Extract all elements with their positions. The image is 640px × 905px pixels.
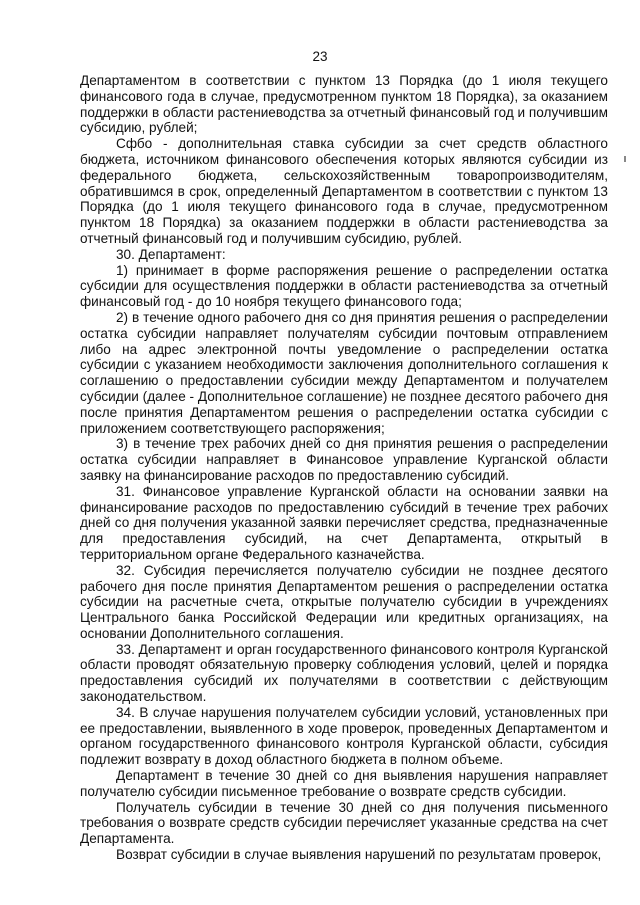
paragraph-item-31: 31. Финансовое управление Курганской области на основании заявки на финансирование расходов по предоставлению субсидий в течение трех рабочих дней со дня получения указанной заявки перечисляет средства, предназначенные для предоставления субсидий, на счет Департамента, открытый в территориальном органе Федерального казначейства. [80,483,608,562]
margin-mark [624,156,626,162]
paragraph-demand-notice: Департамент в течение 30 дней со дня выявления нарушения направляет получателю субсидии письменное требование о возврате средств субсидии. [80,768,608,799]
paragraph-return-on-violation: Возврат субсидии в случае выявления нарушений по результатам проверок, [116,847,602,863]
paragraph-item-34: 34. В случае нарушения получателем субсидии условий, установленных при ее предоставлении, выявленного в ходе проверок, проведенных Департаментом и органом государственного финансового контроля Курганской области, субсидия подлежит возврату в доход областного бюджета в полном объеме. [80,704,608,768]
page-number: 23 [312,49,328,64]
paragraph-item-33: 33. Департамент и орган государственного финансового контроля Курганской области проводят обязательную проверку соблюдения условий, целей и порядка предоставления субсидий их получателями в соответствии с действующим законодательством. [80,641,608,705]
paragraph-recipient-return: Получатель субсидии в течение 30 дней со дня получения письменного требования о возврате средств субсидии перечисляет указанные средства на счет Департамента. [80,799,608,847]
paragraph-item-30: 30. Департамент: [116,246,226,262]
paragraph-sfbo-definition: Сфбо - дополнительная ставка субсидии за счет средств областного бюджета, источником финансового обеспечения которых являются субсидии из федерального бюджета, сельскохозяйственным товаропроизводителям, обратившимся в срок, определенный Департаментом в соответствии с пунктом 13 Порядка (до 1 июля текущего финансового года в случае, предусмотренном пунктом 18 Порядка) за оказанием поддержки в области растениеводства за отчетный финансовый год и получившим субсидию, рублей. [80,136,608,246]
paragraph-item-32: 32. Субсидия перечисляется получателю субсидии не позднее десятого рабочего дня после принятия Департаментом решения о распределении остатка субсидии на расчетные счета, открытые получателю субсидии в учреждениях Центрального банка Российской Федерации или кредитных организациях, на основании Дополнительного соглашения. [80,562,608,641]
paragraph-item-30-1: 1) принимает в форме распоряжения решение о распределении остатка субсидии для осуществления поддержки в области растениеводства за отчетный финансовый год - до 10 ноября текущего финансового года; [80,262,608,310]
paragraph-continuation: Департаментом в соответствии с пунктом 13 Порядка (до 1 июля текущего финансового года в случае, предусмотренном пунктом 18 Порядка), за оказанием поддержки в области растениеводства за отчетный финансовый год и получившим субсидию, рублей; [80,73,608,136]
paragraph-item-30-2: 2) в течение одного рабочего дня со дня принятия решения о распределении остатка субсидии направляет получателям субсидии почтовым отправлением либо на адрес электронной почты уведомление о распределении остатка субсидии с указанием необходимости заключения дополнительного соглашения к соглашению о предоставлении субсидии между Департаментом и получателем субсидии (далее - Дополнительное соглашение) не позднее десятого рабочего дня после принятия Департаментом решения о распределении остатка субсидии с приложением соответствующего распоряжения; [80,309,608,436]
document-body [80,73,608,863]
paragraph-item-30-3: 3) в течение трех рабочих дней со дня принятия решения о распределении остатка субсидии направляет в Финансовое управление Курганской области заявку на финансирование расходов по предоставлению субсидий. [80,436,608,483]
